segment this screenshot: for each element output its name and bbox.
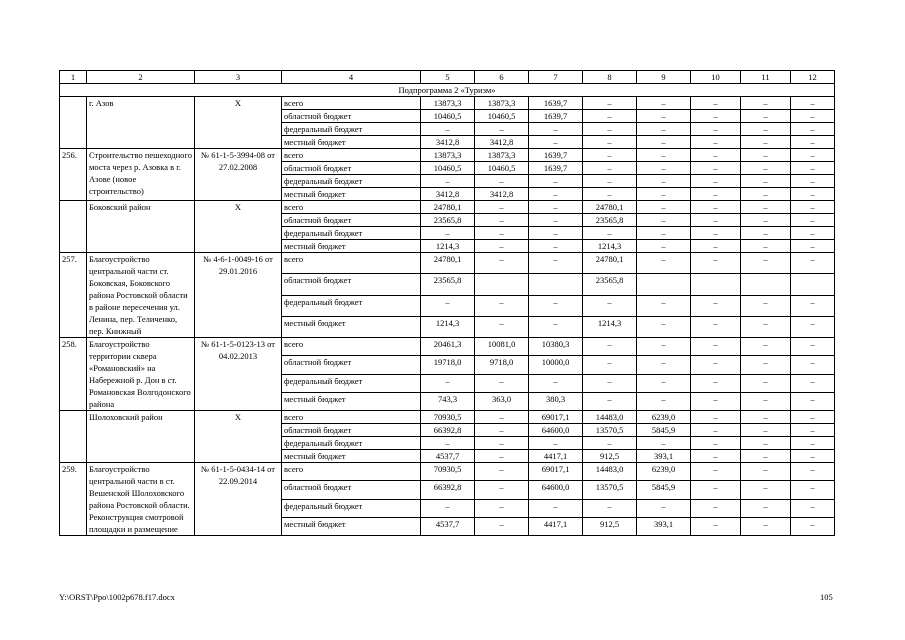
amount-cell: – [475,175,529,188]
amount-cell: – [583,338,637,356]
amount-cell: – [637,227,691,240]
amount-cell: – [741,240,791,253]
amount-cell: – [791,295,835,316]
amount-cell: – [741,201,791,214]
amount-cell: – [475,201,529,214]
table-row [60,411,835,424]
amount-cell: 4417,1 [529,450,583,463]
amount-cell: – [691,136,741,149]
amount-cell: 24780,1 [421,253,475,274]
document-number: № 61-1-5-0123-13 от 04.02.2013 [195,338,282,411]
file-path: Y:\ORST\Ppo\1002p678.f17.docx [59,592,175,602]
amount-cell: – [529,136,583,149]
amount-cell [691,274,741,295]
amount-cell: – [791,356,835,374]
amount-cell: – [583,295,637,316]
amount-cell: – [475,374,529,392]
amount-cell: – [791,149,835,162]
amount-cell: – [475,123,529,136]
object-name: г. Азов [87,97,195,149]
table-row [60,463,835,481]
amount-cell: 10460,5 [421,110,475,123]
amount-cell: 23565,8 [421,274,475,295]
amount-cell: 912,5 [583,517,637,535]
row-number [60,201,87,253]
document-number: № 61-1-5-0434-14 от 22.09.2014 [195,463,282,536]
funding-source: федеральный бюджет [282,123,421,136]
table-row [60,338,835,356]
amount-cell: – [637,162,691,175]
amount-cell: – [475,411,529,424]
amount-cell: – [691,411,741,424]
row-number [60,411,87,463]
amount-cell: – [691,149,741,162]
amount-cell: – [691,338,741,356]
amount-cell: – [583,110,637,123]
row-number [60,97,87,149]
amount-cell: – [691,214,741,227]
amount-cell: 10460,5 [421,162,475,175]
amount-cell: 1214,3 [583,316,637,337]
amount-cell: – [691,424,741,437]
amount-cell: – [741,110,791,123]
amount-cell: – [583,356,637,374]
amount-cell: – [583,123,637,136]
object-name: Строительство пешеходного моста через р. Азовка в г. Азове (новое строительство) [87,149,195,201]
funding-source: местный бюджет [282,316,421,337]
amount-cell: – [791,517,835,535]
amount-cell: – [637,437,691,450]
amount-cell: – [583,136,637,149]
amount-cell: – [741,123,791,136]
amount-cell: – [691,188,741,201]
amount-cell: – [421,499,475,517]
amount-cell: – [637,240,691,253]
amount-cell: – [637,316,691,337]
amount-cell: – [583,162,637,175]
amount-cell: – [691,499,741,517]
amount-cell: – [637,188,691,201]
amount-cell: – [791,188,835,201]
amount-cell: – [691,175,741,188]
amount-cell: – [421,175,475,188]
amount-cell: 24780,1 [421,201,475,214]
amount-cell: – [791,437,835,450]
object-name: Боковский район [87,201,195,253]
amount-cell: – [791,240,835,253]
amount-cell: – [475,481,529,499]
amount-cell: – [529,499,583,517]
amount-cell: – [475,316,529,337]
amount-cell: 393,1 [637,517,691,535]
document-number: № 61-1-5-3994-08 от 27.02.2008 [195,149,282,201]
column-number: 1 [60,71,87,84]
amount-cell: – [791,481,835,499]
amount-cell: – [583,392,637,410]
amount-cell: – [529,295,583,316]
amount-cell: 3412,8 [421,136,475,149]
amount-cell: 4417,1 [529,517,583,535]
amount-cell: – [691,374,741,392]
amount-cell [791,274,835,295]
funding-source: всего [282,201,421,214]
funding-source: всего [282,149,421,162]
funding-source: всего [282,463,421,481]
amount-cell: 1214,3 [421,316,475,337]
column-number: 7 [529,71,583,84]
amount-cell: – [637,97,691,110]
amount-cell: 5845,9 [637,424,691,437]
table-body [60,71,835,536]
document-number: Х [195,411,282,463]
amount-cell: – [791,424,835,437]
amount-cell: – [583,175,637,188]
amount-cell: – [791,374,835,392]
amount-cell: – [741,162,791,175]
amount-cell: 70930,5 [421,463,475,481]
amount-cell: – [475,437,529,450]
amount-cell: 9718,0 [475,356,529,374]
amount-cell: – [791,392,835,410]
object-name: Благоустройство центральной части ст. Боковская, Боковского района Ростовской области в районе пересечения ул. Ленина, пер. Теличенко, пер. Книжный [87,253,195,338]
funding-source: федеральный бюджет [282,437,421,450]
object-name: Благоустройство территории сквера «Романовский» на Набережной р. Дон в ст. Романовская Волгодонского района [87,338,195,411]
funding-source: местный бюджет [282,517,421,535]
amount-cell: – [741,149,791,162]
amount-cell: – [741,356,791,374]
amount-cell: – [741,227,791,240]
row-number: 256. [60,149,87,201]
amount-cell: 23565,8 [421,214,475,227]
amount-cell: 69017,1 [529,411,583,424]
amount-cell: 10460,5 [475,110,529,123]
amount-cell: – [691,123,741,136]
amount-cell: – [741,188,791,201]
funding-source: областной бюджет [282,356,421,374]
amount-cell: 10000,0 [529,356,583,374]
subprogram-title: Подпрограмма 2 «Туризм» [60,84,835,97]
amount-cell: 64600,0 [529,424,583,437]
amount-cell: – [691,162,741,175]
amount-cell: 393,1 [637,450,691,463]
column-number: 5 [421,71,475,84]
funding-source: федеральный бюджет [282,227,421,240]
amount-cell: – [741,424,791,437]
amount-cell: – [791,338,835,356]
amount-cell: – [791,450,835,463]
amount-cell: – [691,463,741,481]
document-number: Х [195,201,282,253]
amount-cell: – [691,97,741,110]
amount-cell: – [421,437,475,450]
funding-source: всего [282,338,421,356]
amount-cell: 3412,8 [475,136,529,149]
column-number: 4 [282,71,421,84]
amount-cell: – [475,295,529,316]
amount-cell: – [583,374,637,392]
page-number: 105 [820,592,833,602]
amount-cell: – [529,437,583,450]
table-row [60,253,835,274]
amount-cell: – [529,253,583,274]
amount-cell: 13873,3 [475,97,529,110]
amount-cell: 13570,5 [583,481,637,499]
amount-cell: 3412,8 [421,188,475,201]
amount-cell: – [791,499,835,517]
amount-cell: – [791,110,835,123]
amount-cell: – [741,136,791,149]
amount-cell: – [741,338,791,356]
funding-source: областной бюджет [282,481,421,499]
amount-cell: – [791,463,835,481]
amount-cell: – [691,517,741,535]
amount-cell: – [741,253,791,274]
amount-cell: 10380,3 [529,338,583,356]
amount-cell [741,274,791,295]
funding-source: областной бюджет [282,424,421,437]
amount-cell: 912,5 [583,450,637,463]
column-number: 11 [741,71,791,84]
amount-cell: – [637,499,691,517]
funding-source: областной бюджет [282,274,421,295]
funding-source: областной бюджет [282,110,421,123]
amount-cell: 363,0 [475,392,529,410]
amount-cell: – [691,227,741,240]
amount-cell: – [475,214,529,227]
amount-cell: – [529,227,583,240]
amount-cell: 66392,8 [421,424,475,437]
amount-cell: – [791,316,835,337]
funding-source: местный бюджет [282,450,421,463]
amount-cell: – [637,392,691,410]
funding-source: местный бюджет [282,136,421,149]
amount-cell: – [791,162,835,175]
amount-cell: – [583,188,637,201]
amount-cell: 13873,3 [475,149,529,162]
amount-cell: – [637,253,691,274]
amount-cell: – [791,214,835,227]
amount-cell: 380,3 [529,392,583,410]
amount-cell: – [421,227,475,240]
table-row [60,149,835,162]
amount-cell: – [791,136,835,149]
amount-cell [475,274,529,295]
amount-cell: – [583,227,637,240]
amount-cell: – [475,240,529,253]
amount-cell: – [637,123,691,136]
budget-table [59,70,835,536]
amount-cell: 24780,1 [583,253,637,274]
amount-cell: – [691,481,741,499]
amount-cell: 1639,7 [529,97,583,110]
amount-cell: 1639,7 [529,149,583,162]
amount-cell: 1214,3 [421,240,475,253]
amount-cell: – [741,295,791,316]
column-number: 9 [637,71,691,84]
table-row [60,201,835,214]
amount-cell: 23565,8 [583,274,637,295]
amount-cell: 19718,0 [421,356,475,374]
amount-cell: – [529,316,583,337]
amount-cell: – [791,123,835,136]
amount-cell: – [529,201,583,214]
amount-cell: – [691,356,741,374]
amount-cell: – [741,481,791,499]
amount-cell: – [741,463,791,481]
amount-cell: – [475,517,529,535]
amount-cell: – [583,97,637,110]
funding-source: федеральный бюджет [282,374,421,392]
amount-cell: – [637,136,691,149]
funding-source: федеральный бюджет [282,499,421,517]
amount-cell: 10081,0 [475,338,529,356]
amount-cell: – [741,214,791,227]
amount-cell: – [475,424,529,437]
funding-source: местный бюджет [282,188,421,201]
amount-cell: 3412,8 [475,188,529,201]
amount-cell: – [691,392,741,410]
subprogram-row [60,84,835,97]
amount-cell: – [791,253,835,274]
amount-cell: 1639,7 [529,162,583,175]
funding-source: федеральный бюджет [282,295,421,316]
object-name: Благоустройство центральной части в ст. Вешенской Шолоховского района Ростовской области. Реконструкция смотровой площадки и размещение [87,463,195,536]
column-number: 10 [691,71,741,84]
amount-cell: – [475,499,529,517]
amount-cell: – [741,411,791,424]
amount-cell: 20461,3 [421,338,475,356]
amount-cell: – [529,240,583,253]
column-number-row [60,71,835,84]
column-number: 6 [475,71,529,84]
funding-source: местный бюджет [282,240,421,253]
funding-source: всего [282,97,421,110]
amount-cell: 10460,5 [475,162,529,175]
amount-cell: – [691,201,741,214]
amount-cell: 4537,7 [421,450,475,463]
amount-cell: – [691,110,741,123]
document-number: Х [195,97,282,149]
funding-source: всего [282,253,421,274]
amount-cell: – [475,450,529,463]
amount-cell: – [691,295,741,316]
amount-cell: – [691,253,741,274]
amount-cell: – [637,201,691,214]
document-number: № 4-6-1-0049-16 от 29.01.2016 [195,253,282,338]
amount-cell: – [637,110,691,123]
amount-cell: 69017,1 [529,463,583,481]
amount-cell: 64600,0 [529,481,583,499]
amount-cell: 4537,7 [421,517,475,535]
amount-cell: – [529,188,583,201]
amount-cell: – [741,499,791,517]
amount-cell: 6239,0 [637,411,691,424]
amount-cell: – [791,411,835,424]
amount-cell: – [583,499,637,517]
amount-cell: – [741,437,791,450]
row-number: 258. [60,338,87,411]
column-number: 2 [87,71,195,84]
amount-cell: – [691,437,741,450]
amount-cell: – [691,450,741,463]
amount-cell: – [741,374,791,392]
amount-cell: 743,3 [421,392,475,410]
amount-cell: – [741,392,791,410]
amount-cell: – [637,338,691,356]
row-number: 259. [60,463,87,536]
amount-cell [637,274,691,295]
amount-cell: 14483,0 [583,411,637,424]
amount-cell: 70930,5 [421,411,475,424]
amount-cell: – [741,97,791,110]
column-number: 12 [791,71,835,84]
object-name: Шолоховский район [87,411,195,463]
amount-cell: – [691,240,741,253]
amount-cell: – [741,450,791,463]
amount-cell: – [583,437,637,450]
amount-cell: – [637,214,691,227]
amount-cell: 13873,3 [421,97,475,110]
amount-cell: – [791,227,835,240]
amount-cell [529,274,583,295]
amount-cell: – [529,374,583,392]
amount-cell: – [637,356,691,374]
amount-cell: – [691,316,741,337]
funding-source: областной бюджет [282,162,421,175]
funding-source: местный бюджет [282,392,421,410]
column-number: 3 [195,71,282,84]
amount-cell: – [421,374,475,392]
amount-cell: – [791,175,835,188]
amount-cell: – [421,123,475,136]
amount-cell: – [583,149,637,162]
amount-cell: – [421,295,475,316]
amount-cell: 1214,3 [583,240,637,253]
funding-source: федеральный бюджет [282,175,421,188]
amount-cell: 23565,8 [583,214,637,227]
amount-cell: 13873,3 [421,149,475,162]
column-number: 8 [583,71,637,84]
amount-cell: – [529,214,583,227]
amount-cell: – [791,201,835,214]
amount-cell: – [475,227,529,240]
funding-source: областной бюджет [282,214,421,227]
table-row [60,97,835,110]
amount-cell: 24780,1 [583,201,637,214]
amount-cell: – [529,123,583,136]
amount-cell: – [637,295,691,316]
amount-cell: 6239,0 [637,463,691,481]
amount-cell: – [529,175,583,188]
amount-cell: 13570,5 [583,424,637,437]
amount-cell: – [741,517,791,535]
funding-source: всего [282,411,421,424]
amount-cell: – [637,175,691,188]
amount-cell: – [637,374,691,392]
amount-cell: 14483,0 [583,463,637,481]
amount-cell: – [741,316,791,337]
amount-cell: – [475,463,529,481]
amount-cell: – [475,253,529,274]
amount-cell: 5845,9 [637,481,691,499]
row-number: 257. [60,253,87,338]
amount-cell: 1639,7 [529,110,583,123]
amount-cell: 66392,8 [421,481,475,499]
amount-cell: – [791,97,835,110]
amount-cell: – [741,175,791,188]
amount-cell: – [637,149,691,162]
